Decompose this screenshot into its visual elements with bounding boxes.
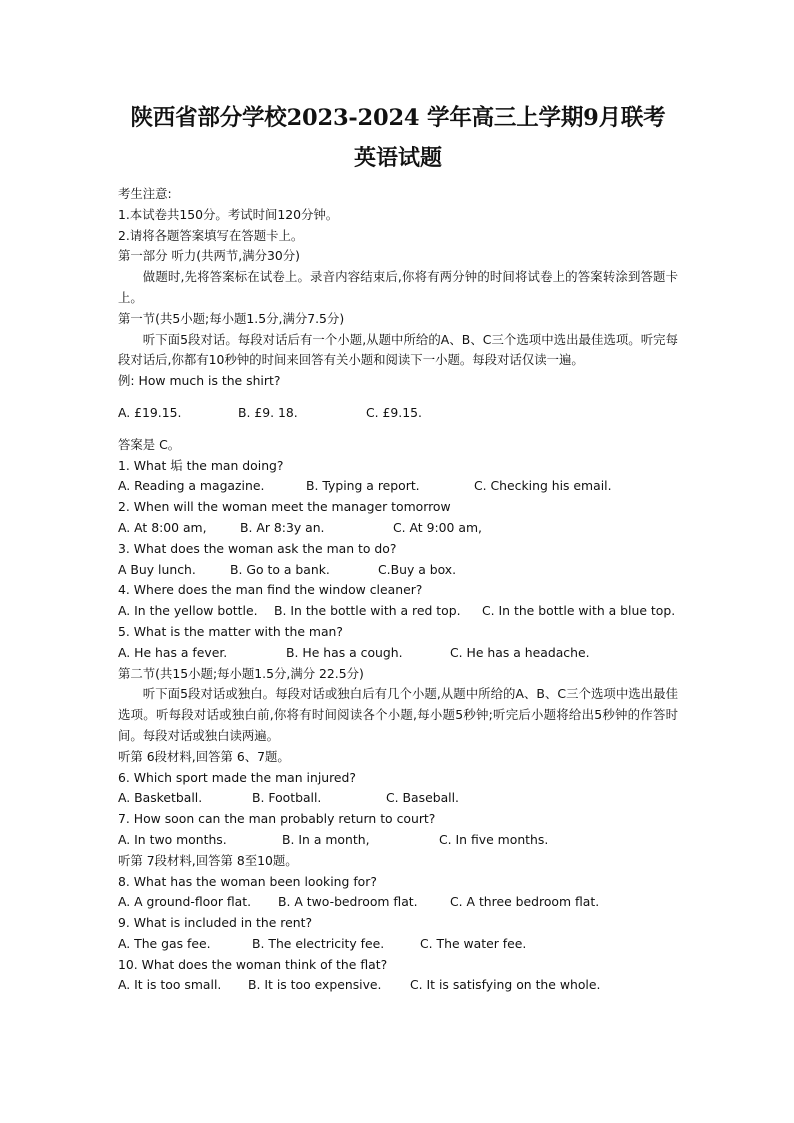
question: 3. What does the woman ask the man to do? xyxy=(118,540,397,556)
section1-heading: 第一节(共5小题;每小题1.5分,满分7.5分) xyxy=(118,310,345,326)
option-b: B. It is too expensive. xyxy=(248,977,382,993)
section2-heading: 第二节(共15小题;每小题1.5分,满分 22.5分) xyxy=(118,665,364,681)
option-b: B. Ar 8:3y an. xyxy=(240,519,325,535)
option-b: B. Football. xyxy=(252,790,322,806)
question: 6. Which sport made the man injured? xyxy=(118,769,356,785)
option-b: B. £9. 18. xyxy=(238,404,298,420)
page-subtitle: 英语试题 xyxy=(353,145,442,171)
option-a: A Buy lunch. xyxy=(118,561,196,577)
option-a: A. £19.15. xyxy=(118,404,182,420)
question-options xyxy=(118,892,678,913)
section1-intro: 听下面5段对话。每段对话后有一个小题,从题中所给的A、B、C三个选项中选出最佳选项。听完每段对话后,你都有10秒钟的时间来回答有关小题和阅读下一小题。每段对话仅读一遍。 xyxy=(118,331,678,368)
option-b: B. A two-bedroom flat. xyxy=(278,894,418,910)
question: 10. What does the woman think of the flat? xyxy=(118,956,388,972)
option-a: A. Reading a magazine. xyxy=(118,478,265,494)
option-a: A. It is too small. xyxy=(118,977,222,993)
notice-heading: 考生注意: xyxy=(118,186,172,201)
material-heading: 听第 7段材料,回答第 8至10题。 xyxy=(118,852,298,868)
option-c: C. A three bedroom flat. xyxy=(450,894,600,910)
option-b: B. In a month, xyxy=(282,831,370,847)
option-a: A. In the yellow bottle. xyxy=(118,603,258,619)
question: 7. How soon can the man probably return to court? xyxy=(118,811,436,827)
option-c: C. At 9:00 am, xyxy=(393,519,482,535)
option-b: B. In the bottle with a red top. xyxy=(274,603,461,619)
question-options xyxy=(118,518,678,539)
question-options xyxy=(118,560,678,581)
question-options xyxy=(118,788,678,809)
section2-intro: 听下面5段对话或独白。每段对话或独白后有几个小题,从题中所给的A、B、C三个选项中选出最佳选项。听每段对话或独白前,你将有时间阅读各个小题,每小题5秒钟;听完后小题将给出5秒钟的作答时间。每段对话或独白读两遍。 xyxy=(118,686,678,743)
option-b: B. He has a cough. xyxy=(286,644,403,660)
part1-heading: 第一部分 听力(共两节,满分30分) xyxy=(118,248,300,264)
example-options xyxy=(118,403,678,424)
part1-intro: 做题时,先将答案标在试卷上。录音内容结束后,你将有两分钟的时间将试卷上的答案转涂到答题卡上。 xyxy=(118,269,678,305)
option-b: B. The electricity fee. xyxy=(252,935,385,951)
option-a: A. He has a fever. xyxy=(118,644,228,660)
question-options xyxy=(118,975,678,996)
question-options xyxy=(118,601,678,622)
question-options xyxy=(118,643,678,664)
notice-item: 1.本试卷共150分。考试时间120分钟。 xyxy=(118,206,339,222)
question: 9. What is included in the rent? xyxy=(118,915,313,931)
option-c: C. £9.15. xyxy=(366,404,422,420)
page-title: 陕西省部分学校2023-2024 学年高三上学期9月联考 xyxy=(130,105,666,131)
question: 5. What is the matter with the man? xyxy=(118,623,343,639)
option-c: C. In the bottle with a blue top. xyxy=(482,603,676,619)
option-c: C. Baseball. xyxy=(386,790,459,806)
material-heading: 听第 6段材料,回答第 6、7题。 xyxy=(118,748,290,764)
option-c: C. It is satisfying on the whole. xyxy=(410,977,601,993)
question: 1. What 垢 the man doing? xyxy=(118,457,284,473)
option-a: A. Basketball. xyxy=(118,790,203,806)
option-c: C. In five months. xyxy=(439,831,549,847)
option-c: C. The water fee. xyxy=(420,935,527,951)
question: 8. What has the woman been looking for? xyxy=(118,873,377,889)
option-c: C. He has a headache. xyxy=(450,644,590,660)
question: 2. When will the woman meet the manager tomorrow xyxy=(118,499,451,515)
notice-item: 2.请将各题答案填写在答题卡上。 xyxy=(118,227,304,243)
option-a: A. The gas fee. xyxy=(118,935,211,951)
option-a: A. At 8:00 am, xyxy=(118,519,207,535)
example-answer: 答案是 C。 xyxy=(118,436,181,452)
option-a: A. In two months. xyxy=(118,831,227,847)
option-b: B. Typing a report. xyxy=(306,478,420,494)
option-a: A. A ground-floor flat. xyxy=(118,894,252,910)
option-c: C.Buy a box. xyxy=(378,561,457,577)
option-c: C. Checking his email. xyxy=(474,478,612,494)
example-question: 例: How much is the shirt? xyxy=(118,373,281,389)
exam-page xyxy=(118,98,678,996)
question-options xyxy=(118,934,678,955)
question: 4. Where does the man find the window cleaner? xyxy=(118,582,423,598)
option-b: B. Go to a bank. xyxy=(230,561,330,577)
question-options xyxy=(118,830,678,851)
question-options xyxy=(118,476,678,497)
